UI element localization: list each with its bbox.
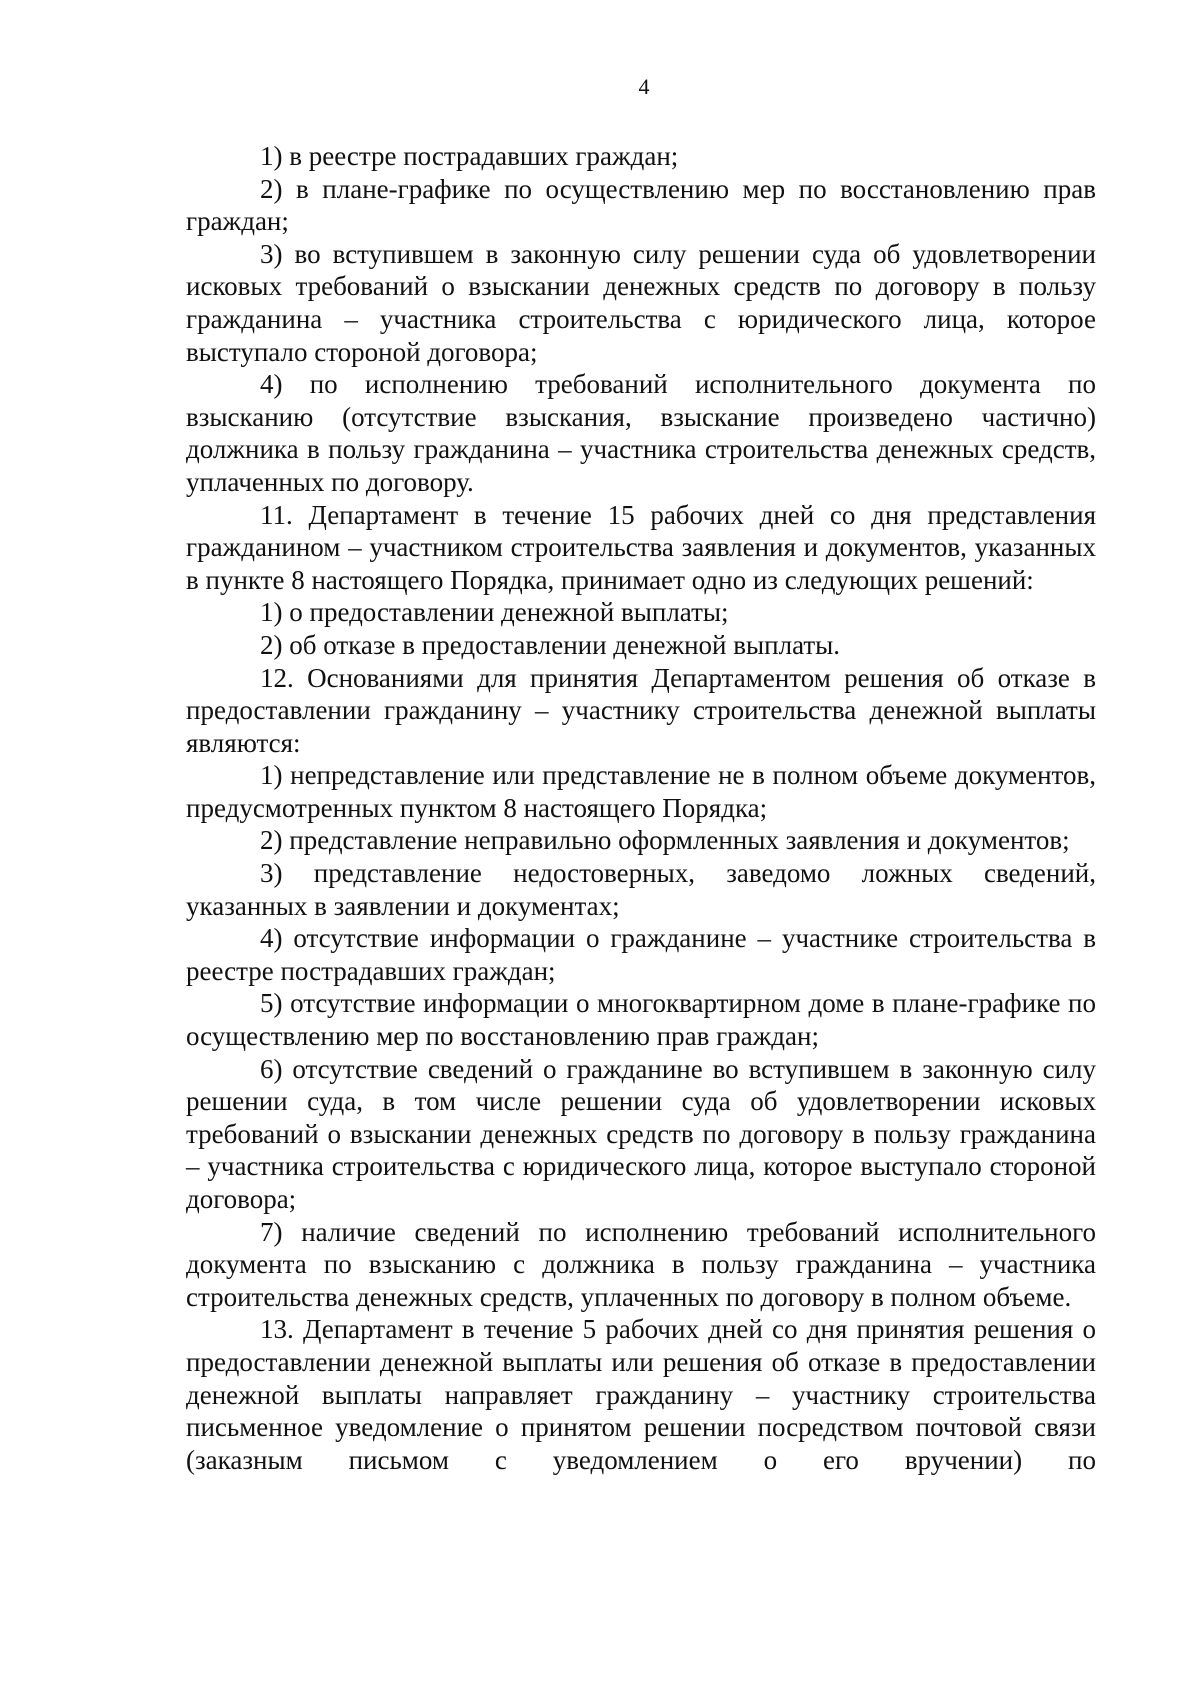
document-body	[186, 140, 1096, 1476]
paragraph: 4) по исполнению требований исполнительного документа по взысканию (отсутствие взыскания, взыскание произведено частично) должника в пользу гражданина – участника строительства денежных средств, уплаченных по договору.	[186, 369, 1096, 497]
paragraph: 6) отсутствие сведений о гражданине во вступившем в законную силу решении суда, в том числе решении суда об удовлетворении исковых требований о взыскании денежных средств по договору в пользу гражданина – участника строительства с юридического лица, которое выступало стороной договора;	[186, 1053, 1096, 1214]
page-number: 4	[638, 74, 650, 99]
paragraph: 2) об отказе в предоставлении денежной выплаты.	[260, 629, 841, 660]
paragraph: 1) о предоставлении денежной выплаты;	[260, 597, 729, 628]
paragraph: 2) представление неправильно оформленных заявления и документов;	[260, 825, 1070, 856]
paragraph: 11. Департамент в течение 15 рабочих дней со дня представления гражданином – участником строительства заявления и документов, указанных в пункте 8 настоящего Порядка, принимает одно из следующих решений:	[186, 499, 1096, 595]
paragraph: 2) в плане-графике по осуществлению мер по восстановлению прав граждан;	[186, 173, 1096, 237]
paragraph: 1) в реестре пострадавших граждан;	[260, 141, 679, 171]
paragraph: 7) наличие сведений по исполнению требований исполнительного документа по взысканию с должника в пользу гражданина – участника строительства денежных средств, уплаченных по договору в полном объеме.	[186, 1216, 1096, 1312]
paragraph: 4) отсутствие информации о гражданине – участнике строительства в реестре пострадавших граждан;	[186, 923, 1096, 986]
paragraph: 12. Основаниями для принятия Департаментом решения об отказе в предоставлении гражданину – участнику строительства денежной выплаты являются:	[186, 662, 1096, 758]
paragraph: 5) отсутствие информации о многоквартирном доме в плане-графике по осуществлению мер по восстановлению прав граждан;	[186, 988, 1096, 1052]
paragraph: 13. Департамент в течение 5 рабочих дней со дня принятия решения о предоставлении денежной выплаты или решения об отказе в предоставлении денежной выплаты направляет гражданину – участнику строительства письменное уведомление о принятом решении посредством почтовой связи (заказным письмом с уведомлением о его вручении) по	[186, 1314, 1096, 1475]
paragraph: 3) представление недостоверных, заведомо ложных сведений, указанных в заявлении и документах;	[186, 858, 1096, 921]
paragraph: 3) во вступившем в законную силу решении суда об удовлетворении исковых требований о взыскании денежных средств по договору в пользу гражданина – участника строительства с юридического лица, которое выступало стороной договора;	[186, 238, 1096, 367]
paragraph: 1) непредставление или представление не в полном объеме документов, предусмотренных пунктом 8 настоящего Порядка;	[186, 760, 1096, 823]
